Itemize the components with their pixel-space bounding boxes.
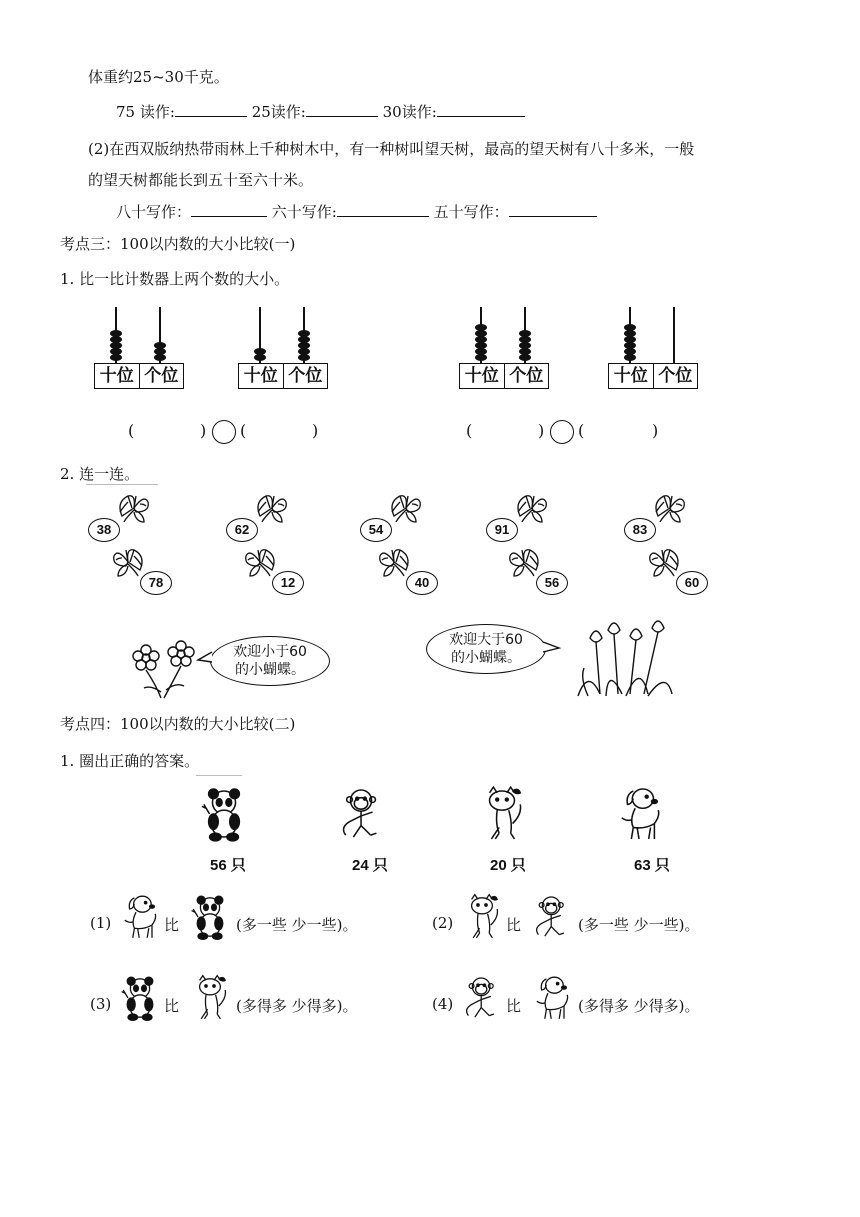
- tens-label: 十位: [243, 366, 278, 386]
- abacus-bead: [475, 348, 487, 355]
- bi-text: 比: [164, 997, 180, 1015]
- butterfly-number: 54: [360, 518, 392, 542]
- read-30-blank[interactable]: [437, 102, 525, 117]
- ones-label: 个位: [139, 364, 184, 388]
- write-60-blank[interactable]: [337, 202, 429, 217]
- write-60-label: 六十写作:: [271, 203, 337, 221]
- paren-open: (: [578, 421, 585, 440]
- kaodian3-q1: 1. 比一比计数器上两个数的大小。: [60, 270, 290, 288]
- abacus-bead: [624, 330, 636, 337]
- place-value-box: [459, 363, 549, 389]
- read-75-blank[interactable]: [175, 102, 247, 117]
- bubble-right: [426, 624, 546, 674]
- tens-label: 十位: [613, 366, 648, 386]
- panda-icon: [190, 892, 230, 946]
- place-value-box: [608, 363, 698, 389]
- animal-count: 56 只: [210, 857, 246, 874]
- butterfly-number: 60: [676, 571, 708, 595]
- butterfly-icon: [252, 492, 288, 524]
- abacus-bead: [110, 342, 122, 349]
- answer-options[interactable]: (多一些 少一些)。: [236, 916, 358, 934]
- dog-icon: [532, 973, 572, 1027]
- flowers-icon: [126, 630, 201, 700]
- abacus-bead: [154, 354, 166, 361]
- abacus-bead: [110, 330, 122, 337]
- bubble-left-line1: 欢迎小于60: [233, 644, 307, 660]
- butterfly-number: 12: [272, 571, 304, 595]
- abacus-bead: [475, 342, 487, 349]
- abacus-bead: [475, 324, 487, 331]
- bubble-right-line1: 欢迎大于60: [449, 632, 523, 648]
- abacus-bead: [519, 336, 531, 343]
- bubble-left: [210, 636, 330, 686]
- bubble-left-line2: 的小蝴蝶。: [235, 662, 305, 678]
- write-80-label: 八十写作：: [116, 203, 192, 221]
- butterfly-icon: [508, 546, 544, 578]
- abacus-bead: [298, 354, 310, 361]
- paren-close: ): [538, 421, 545, 440]
- monkey-icon: [532, 892, 572, 946]
- butterfly-number: 83: [624, 518, 656, 542]
- cat-icon: [462, 892, 502, 946]
- abacus-bead: [624, 354, 636, 361]
- abacus-bead: [475, 330, 487, 337]
- butterfly-icon: [648, 546, 684, 578]
- tens-label: 十位: [464, 366, 499, 386]
- abacus-bead: [624, 348, 636, 355]
- paren-open: (: [128, 421, 135, 440]
- dog-icon: [120, 892, 160, 946]
- answer-options[interactable]: (多一些 少一些)。: [578, 916, 700, 934]
- bi-text: 比: [506, 997, 522, 1015]
- bi-text: 比: [506, 916, 522, 934]
- tulips-icon: [578, 618, 674, 698]
- abacus-bead: [110, 348, 122, 355]
- write-80-blank[interactable]: [191, 202, 267, 217]
- abacus-bead: [519, 354, 531, 361]
- abacus-bead: [154, 342, 166, 349]
- q2-text-line2: 的望天树都能长到五十至六十米。: [88, 171, 314, 189]
- answer-options[interactable]: (多得多 少得多)。: [236, 997, 358, 1015]
- dog-icon: [616, 784, 664, 848]
- q2-text-line1: (2)在西双版纳热带雨林上千种树木中，有一种树叫望天树，最高的望天树有八十多米，一般: [88, 140, 695, 158]
- item-number: (4): [432, 995, 454, 1013]
- panda-icon: [120, 973, 160, 1027]
- abacus-bead: [519, 348, 531, 355]
- butterfly-icon: [386, 492, 422, 524]
- read-25-label: 25读作:: [251, 103, 306, 121]
- bubble-tail-left: [198, 650, 214, 666]
- butterfly-icon: [112, 546, 148, 578]
- kaodian3-title: 考点三：100以内数的大小比较(一): [60, 235, 296, 253]
- abacus-bead: [254, 348, 266, 355]
- divider: [196, 775, 242, 776]
- read-row: [116, 101, 525, 122]
- kaodian3-q2: 2. 连一连。: [60, 465, 140, 483]
- item-number: (3): [90, 995, 112, 1013]
- cat-icon: [190, 973, 230, 1027]
- bubble-right-line2: 的小蝴蝶。: [451, 650, 521, 666]
- abacus-bead: [154, 348, 166, 355]
- butterfly-icon: [378, 546, 414, 578]
- animal-count: 63 只: [634, 857, 670, 874]
- ones-label: 个位: [283, 364, 328, 388]
- read-30-label: 30读作:: [382, 103, 437, 121]
- abacus-bead: [519, 330, 531, 337]
- bubble-tail-right: [541, 640, 561, 656]
- animal-count: 20 只: [490, 857, 526, 874]
- abacus-bead: [110, 354, 122, 361]
- butterfly-icon: [650, 492, 686, 524]
- abacus-bead: [298, 330, 310, 337]
- place-value-box: [94, 363, 184, 389]
- read-25-blank[interactable]: [306, 102, 378, 117]
- butterfly-number: 91: [486, 518, 518, 542]
- write-row: [116, 201, 597, 222]
- panda-icon: [200, 784, 248, 848]
- ones-label: 个位: [504, 364, 549, 388]
- paren-open: (: [466, 421, 473, 440]
- monkey-icon: [462, 973, 502, 1027]
- kaodian4-title: 考点四：100以内数的大小比较(二): [60, 715, 296, 733]
- item-number: (2): [432, 914, 454, 932]
- cat-icon: [478, 784, 526, 848]
- butterfly-number: 56: [536, 571, 568, 595]
- bi-text: 比: [164, 916, 180, 934]
- abacus-bead: [298, 348, 310, 355]
- weight-line: 体重约25~30千克。: [88, 68, 229, 86]
- abacus-bead: [475, 354, 487, 361]
- place-value-box: [238, 363, 328, 389]
- item-number: (1): [90, 914, 112, 932]
- divider: [86, 484, 158, 485]
- butterfly-icon: [512, 492, 548, 524]
- abacus-rod-ones: [673, 307, 675, 363]
- butterfly-icon: [114, 492, 150, 524]
- abacus-bead: [475, 336, 487, 343]
- butterfly-number: 40: [406, 571, 438, 595]
- paren-close: ): [200, 421, 207, 440]
- read-75-label: 75 读作:: [116, 103, 175, 121]
- abacus-bead: [624, 342, 636, 349]
- abacus-bead: [254, 354, 266, 361]
- abacus-bead: [624, 336, 636, 343]
- abacus-bead: [624, 324, 636, 331]
- compare-circle-2[interactable]: [550, 420, 574, 444]
- monkey-icon: [338, 784, 386, 848]
- answer-options[interactable]: (多得多 少得多)。: [578, 997, 700, 1015]
- write-50-label: 五十写作：: [433, 203, 509, 221]
- paren-open: (: [240, 421, 247, 440]
- abacus-bead: [519, 342, 531, 349]
- animal-count: 24 只: [352, 857, 388, 874]
- abacus-bead: [298, 336, 310, 343]
- butterfly-number: 38: [88, 518, 120, 542]
- tens-label: 十位: [99, 366, 134, 386]
- paren-close: ): [652, 421, 659, 440]
- butterfly-number: 62: [226, 518, 258, 542]
- butterfly-icon: [244, 546, 280, 578]
- write-50-blank[interactable]: [509, 202, 597, 217]
- butterfly-number: 78: [140, 571, 172, 595]
- abacus-bead: [110, 336, 122, 343]
- compare-circle-1[interactable]: [212, 420, 236, 444]
- paren-close: ): [312, 421, 319, 440]
- abacus-bead: [298, 342, 310, 349]
- kaodian4-q1: 1. 圈出正确的答案。: [60, 752, 200, 770]
- ones-label: 个位: [653, 364, 698, 388]
